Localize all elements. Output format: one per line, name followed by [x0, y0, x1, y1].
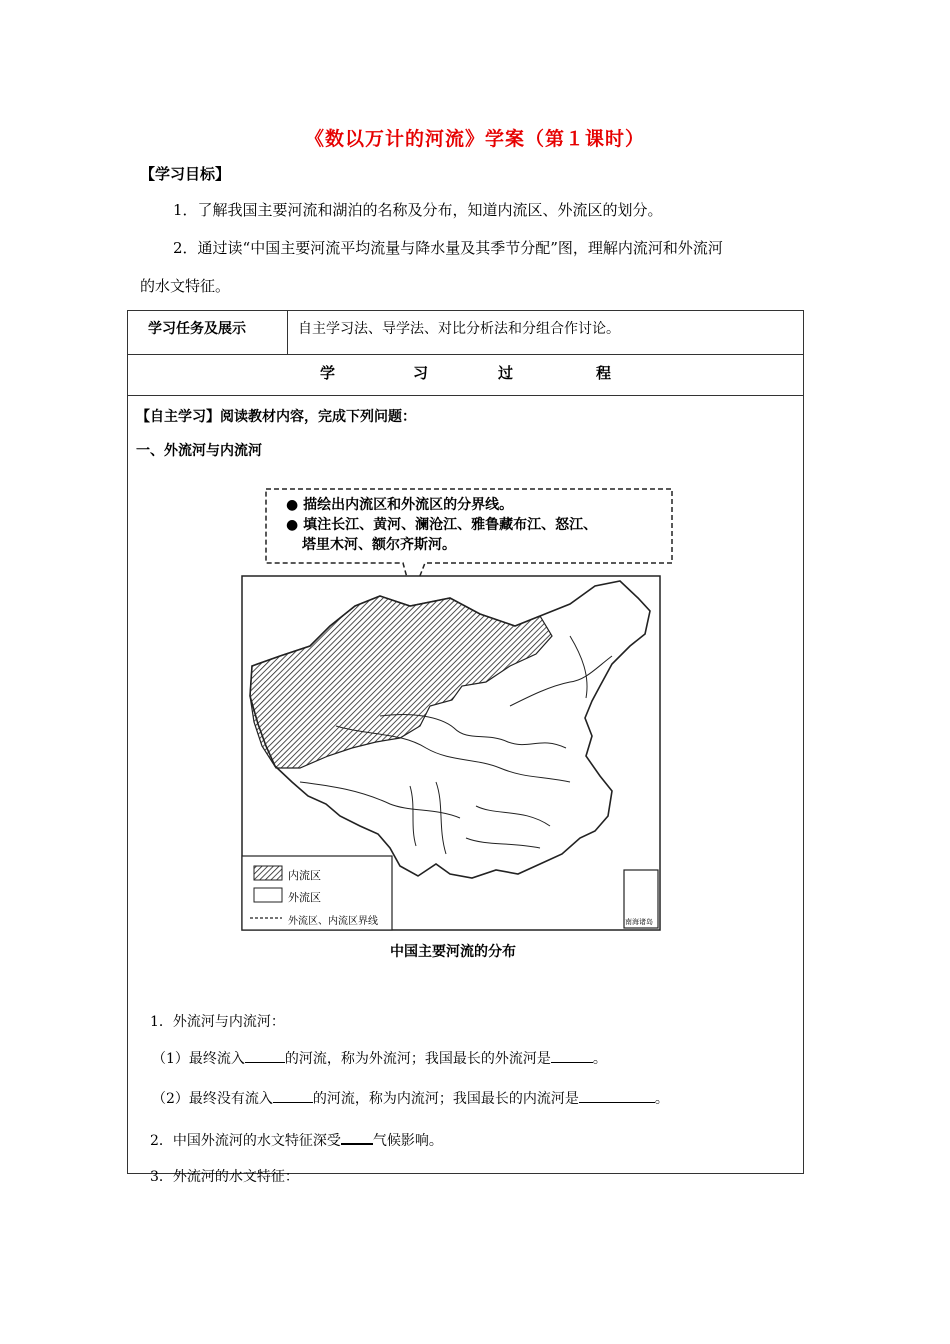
q1a-mid: 的河流，称为外流河；我国最长的外流河是 [284, 1051, 551, 1067]
objectives-heading: 【学习目标】 [140, 165, 231, 183]
q1a-end: 。 [592, 1051, 607, 1067]
legend-inner-label: 内流区 [288, 869, 321, 882]
process-char-4: 程 [596, 364, 612, 382]
map-caption: 中国主要河流的分布 [390, 944, 516, 960]
callout-line-2: ● 填注长江、黄河、澜沧江、雅鲁藏布江、怒江、 [286, 517, 598, 533]
question-1: 1．外流河与内流河： [150, 1014, 285, 1030]
inset-label: 南海诸岛 [625, 918, 653, 926]
process-char-1: 学 [320, 364, 336, 382]
process-header [128, 355, 804, 396]
section-heading: 一、外流河与内流河 [136, 443, 262, 459]
blank-3[interactable] [273, 1088, 313, 1103]
blank-5[interactable] [341, 1129, 373, 1145]
legend-boundary-label: 外流区、内流区界线 [288, 916, 378, 927]
task-value: 自主学习法、导学法、对比分析法和分组合作讨论。 [288, 311, 804, 355]
q1a-prefix: （1）最终流入 [152, 1051, 245, 1067]
task-label: 学习任务及展示 [128, 311, 288, 355]
q1b-mid: 的河流，称为内流河；我国最长的内流河是 [312, 1091, 579, 1107]
blank-1[interactable] [245, 1048, 285, 1063]
content-cell [128, 396, 804, 1185]
callout-text [286, 495, 597, 555]
objective-1: 1．了解我国主要河流和湖泊的名称及分布，知道内流区、外流区的划分。 [173, 201, 663, 219]
callout-line-1: ● 描绘出内流区和外流区的分界线。 [286, 497, 514, 513]
blank-4[interactable] [579, 1088, 655, 1103]
objective-2-line2: 的水文特征。 [140, 277, 231, 295]
question-1a [152, 1048, 607, 1068]
q2-suffix: 气候影响。 [372, 1133, 443, 1149]
page-title: 《数以万计的河流》学案（第１课时） [304, 128, 645, 150]
question-2 [150, 1129, 443, 1150]
q1b-prefix: （2）最终没有流入 [152, 1091, 273, 1107]
q1b-end: 。 [654, 1091, 669, 1107]
legend-inner-swatch [254, 866, 282, 880]
self-study-heading: 【自主学习】阅读教材内容，完成下列问题： [136, 409, 416, 425]
question-1b [152, 1088, 669, 1108]
legend-outer-swatch [254, 888, 282, 902]
objective-2-line1: 2．通过读“中国主要河流平均流量与降水量及其季节分配”图，理解内流河和外流河 [173, 239, 723, 257]
q2-prefix: 2．中国外流河的水文特征深受 [150, 1133, 341, 1149]
process-char-2: 习 [413, 364, 429, 382]
question-3: 3．外流河的水文特征： [150, 1169, 299, 1185]
callout-line-3: 塔里木河、额尔齐斯河。 [302, 537, 456, 553]
legend-outer-label: 外流区 [288, 891, 321, 904]
worksheet-table [127, 310, 804, 1185]
blank-2[interactable] [551, 1048, 593, 1063]
process-char-3: 过 [498, 364, 514, 382]
